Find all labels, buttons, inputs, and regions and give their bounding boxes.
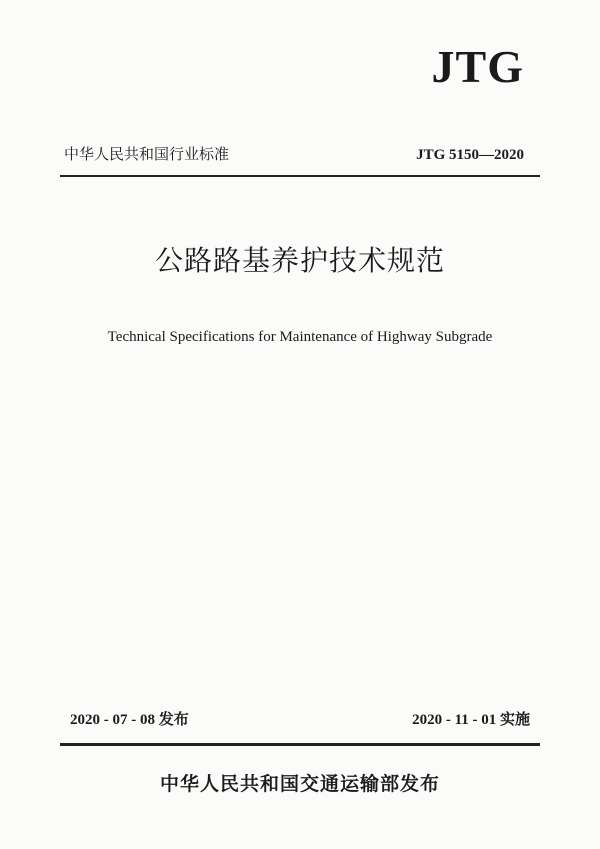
document-title-chinese: 公路路基养护技术规范 [154, 244, 445, 277]
footer-divider [60, 743, 540, 746]
standard-code: JTG 5150—2020 [416, 147, 524, 163]
implementation-date: 2020 - 11 - 01 实施 [412, 712, 530, 728]
standard-category: 中华人民共和国行业标准 [64, 145, 230, 163]
publisher: 中华人民共和国交通运输部发布 [159, 773, 440, 795]
document-title-english: Technical Specifications for Maintenance of Highway Subgrade [107, 329, 493, 345]
jtg-logo: JTG [431, 41, 524, 92]
issue-date: 2020 - 07 - 08 发布 [70, 712, 189, 728]
header-divider [60, 175, 540, 177]
